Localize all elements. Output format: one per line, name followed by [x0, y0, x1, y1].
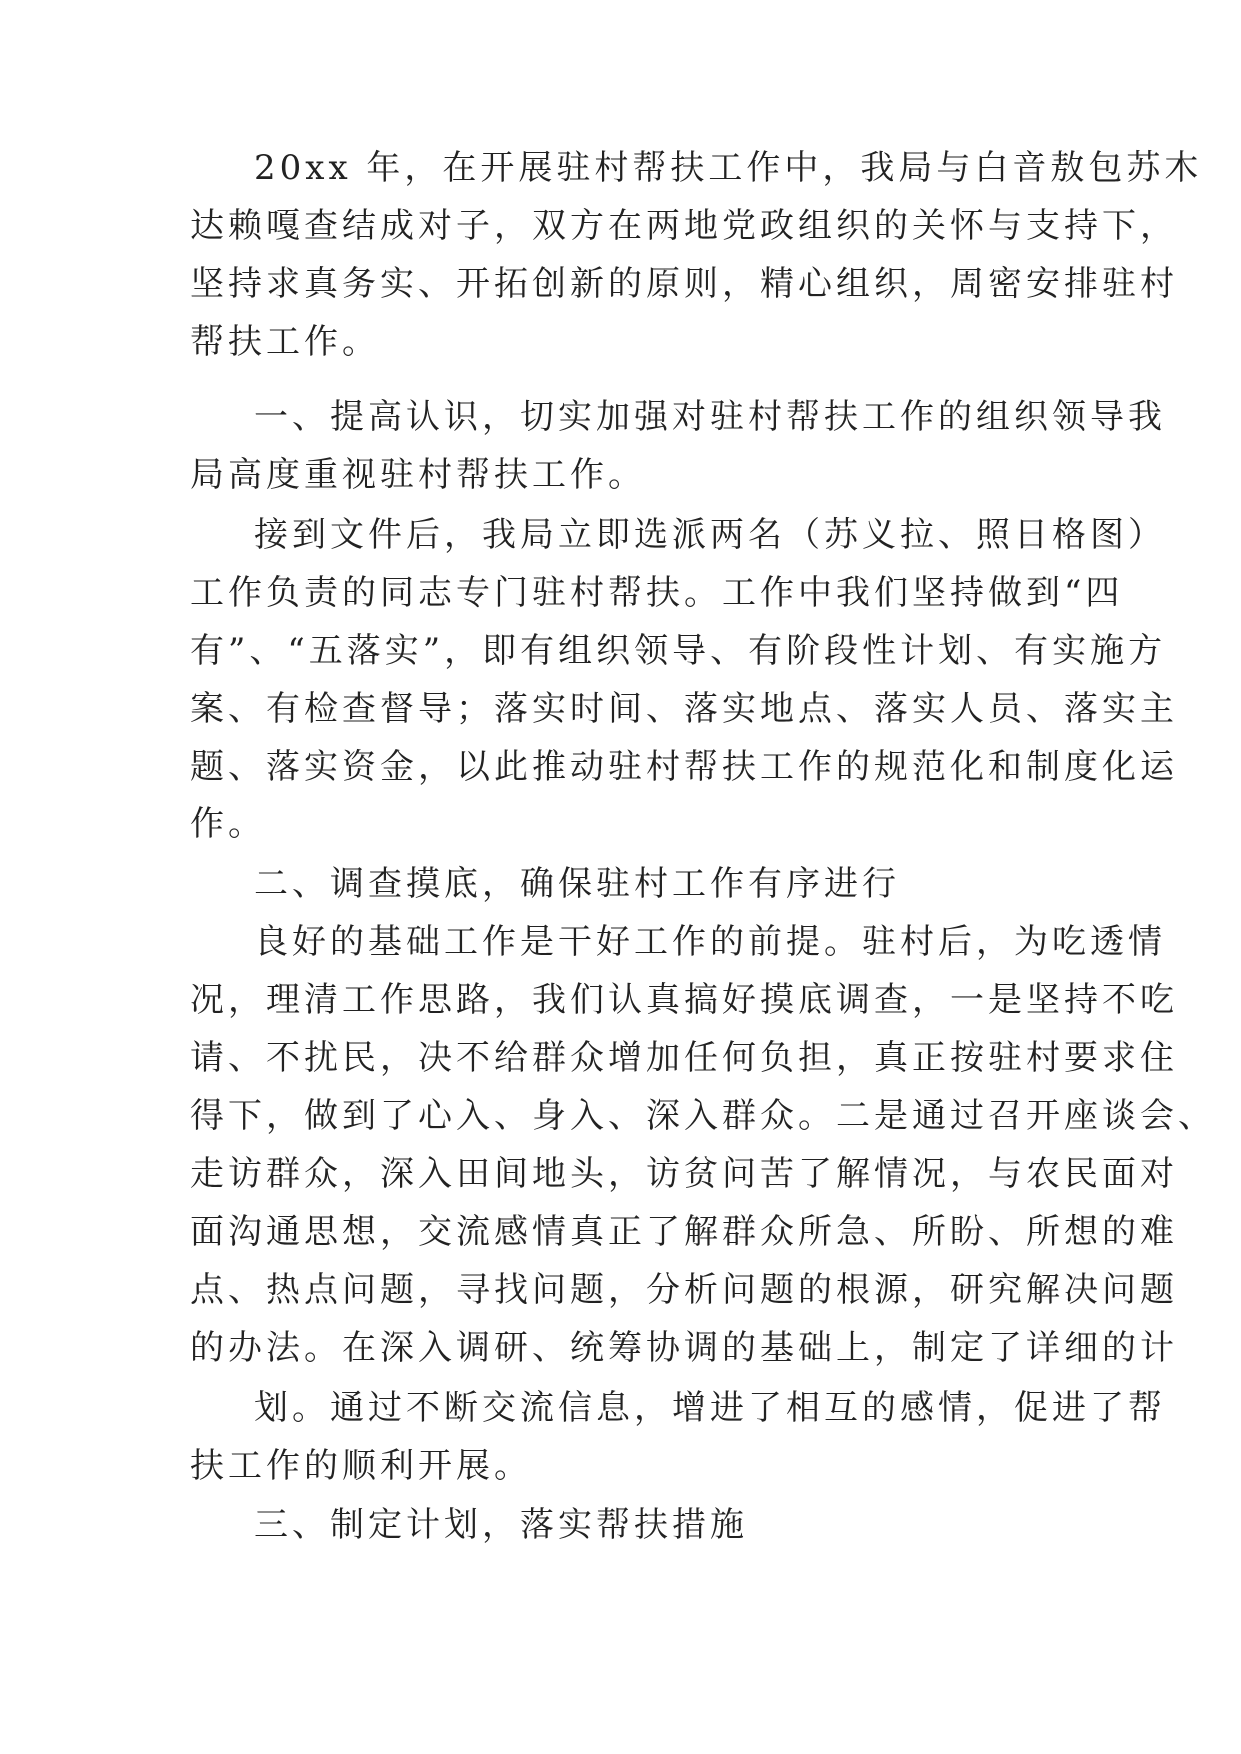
text-line: 达赖嘎查结成对子，双方在两地党政组织的关怀与支持下， [190, 206, 1178, 246]
text-line: 良好的基础工作是干好工作的前提。驻村后，为吃透情 [254, 922, 1166, 962]
text-line: 的办法。在深入调研、统筹协调的基础上，制定了详细的计 [190, 1328, 1178, 1368]
text-line: 接到文件后，我局立即选派两名（苏义拉、照日格图） [254, 515, 1166, 555]
text-line: 面沟通思想，交流感情真正了解群众所急、所盼、所想的难 [190, 1212, 1178, 1252]
text-line: 得下，做到了心入、身入、深入群众。二是通过召开座谈会、 [190, 1096, 1216, 1136]
text-line: 请、不扰民，决不给群众增加任何负担，真正按驻村要求住 [190, 1038, 1178, 1078]
text-line: 扶工作的顺利开展。 [190, 1446, 532, 1486]
section-heading: 三、制定计划，落实帮扶措施 [254, 1505, 748, 1545]
text-line: 坚持求真务实、开拓创新的原则，精心组织，周密安排驻村 [190, 264, 1178, 304]
text-line: 点、热点问题，寻找问题，分析问题的根源，研究解决问题 [190, 1270, 1178, 1310]
text-line: 帮扶工作。 [190, 322, 380, 362]
text-line: 作。 [190, 804, 266, 844]
text-line: 案、有检查督导；落实时间、落实地点、落实人员、落实主 [190, 689, 1178, 729]
text-line: 题、落实资金，以此推动驻村帮扶工作的规范化和制度化运 [190, 747, 1178, 787]
text-line: 20xx 年，在开展驻村帮扶工作中，我局与白音敖包苏木 [254, 148, 1203, 188]
text-line: 走访群众，深入田间地头，访贫问苦了解情况，与农民面对 [190, 1154, 1178, 1194]
section-heading: 一、提高认识，切实加强对驻村帮扶工作的组织领导我 [254, 397, 1166, 437]
text-line: 有”、“五落实”，即有组织领导、有阶段性计划、有实施方 [190, 631, 1167, 671]
text-line: 划。通过不断交流信息，增进了相互的感情，促进了帮 [254, 1388, 1166, 1428]
text-line: 况，理清工作思路，我们认真搞好摸底调查，一是坚持不吃 [190, 980, 1178, 1020]
section-heading: 二、调查摸底，确保驻村工作有序进行 [254, 864, 900, 904]
text-line: 工作负责的同志专门驻村帮扶。工作中我们坚持做到“四 [190, 573, 1124, 613]
text-line: 局高度重视驻村帮扶工作。 [190, 455, 646, 495]
